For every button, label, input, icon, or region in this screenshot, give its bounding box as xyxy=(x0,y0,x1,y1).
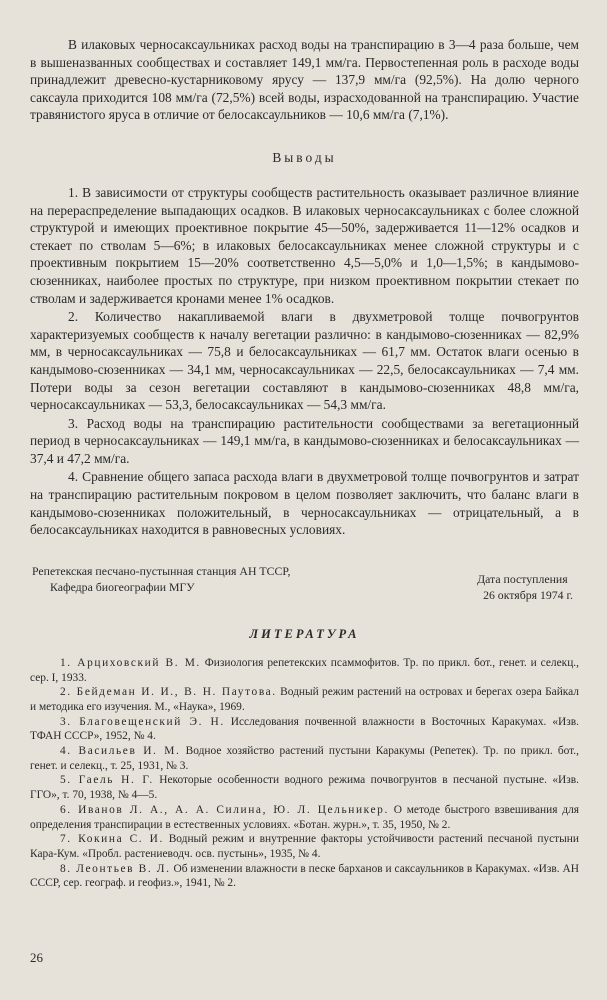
reference-text: Исследования почвенной влажности в Восточных Каракумах. «Изв. ТФАН СССР», 1952, № 4. xyxy=(30,715,579,743)
reference-text: Водный режим и внутренние факторы устойчивости растений песчаной пустыни Кара-Кум. «Пробл. растениеводч. осв. пустынь», 1935, № 4. xyxy=(30,833,579,860)
reference-item xyxy=(30,862,579,891)
received-label: Дата поступления xyxy=(477,571,568,586)
reference-author: 3. Благовещенский Э. Н. xyxy=(60,715,225,728)
references-list xyxy=(30,656,579,891)
reference-author: 4. Васильев И. М. xyxy=(60,745,181,758)
reference-author: 1. Арциховский В. М. xyxy=(60,656,201,669)
reference-author: 7. Кокина С. И. xyxy=(60,833,164,846)
conclusion-item: 1. В зависимости от структуры сообществ растительность оказывает различное влияние на перераспределение выпадающих осадков. В илаковых черносаксаульниках с более сложной структурой и имеющих проективное покрытие 45—50%, задерживается 11—12% осадков и стекает по стволам 5—6%; в илаковых белосаксаульниках менее сложной структуры и с проективным покрытием 15—20% соответственно 4,5—5,0% и 1,0—1,5%; в кандымово-сюзенниках, наиболее простых по структуре, при низком проективном покрытии стекает по стволам и задерживается кронами менее 1% осадков. xyxy=(30,184,579,306)
affiliation-line: Кафедра биогеографии МГУ xyxy=(50,579,195,594)
reference-item xyxy=(30,803,579,832)
reference-text: О методе быстрого взвешивания для определения транспирации в естественных условиях. «Ботан. журн.», т. 35, 1950, № 2. xyxy=(30,803,579,831)
conclusion-item: 4. Сравнение общего запаса расхода влаги в двухметровой толще почвогрунтов и затрат на транспирацию растительным покровом в целом позволяет заключить, что баланс влаги в кандымово-сюзенниках положительный, в черносаксаульниках — отрицательный, а в белосаксаульниках находится в равновесных условиях. xyxy=(30,469,579,538)
conclusions-heading: Выводы xyxy=(272,149,337,165)
reference-text: Физиология репетекских псаммофитов. Тр. по прикл. бот., генет. и селекц., сер. I, 1933. xyxy=(30,656,579,684)
reference-author: 8. Леонтьев В. Л. xyxy=(60,862,171,875)
literature-heading: ЛИТЕРАТУРА xyxy=(249,626,360,641)
conclusions-list xyxy=(30,184,579,539)
reference-text: Об изменении влажности в песке барханов и саксаульников в Каракумах. «Изв. АН СССР, сер. географ. и геофиз.», 1941, № 2. xyxy=(30,862,579,890)
article-footer xyxy=(30,563,579,603)
reference-item xyxy=(30,773,579,802)
reference-author: 5. Гаель Н. Г. xyxy=(60,774,154,787)
reference-author: 6. Иванов Л. А., А. А. Силина, Ю. Л. Цельникер. xyxy=(60,803,389,816)
reference-text: Водный режим растений на островах и берегах озера Байкал и методика его изучения. М., «Наука», 1969. xyxy=(30,686,579,713)
reference-item xyxy=(30,656,579,685)
reference-text: Некоторые особенности водного режима почвогрунтов в песчаной пустыне. «Изв. ГГО», т. 70, 1938, № 4—5. xyxy=(30,774,579,802)
received-date xyxy=(477,563,579,603)
reference-item xyxy=(30,685,579,714)
affiliation-line: Репетекская песчано-пустынная станция АН ТССР, xyxy=(32,563,291,578)
reference-text: Водное хозяйство растений пустыни Каракумы (Репетек). Тр. по прикл. бот., генет. и селекц., т. 25, 1931, № 3. xyxy=(30,745,580,772)
intro-paragraph: В илаковых черносаксаульниках расход воды на транспирацию в 3—4 раза больше, чем в вышеназванных сообществах и составляет 149,1 мм/га. Первостепенная роль в расходе воды принадлежит древесно-кустарниковому ярусу — 137,9 мм/га (92,5%). На долю черного саксаула приходится 108 мм/га (72,5%) всей воды, израсходованной на транспирацию. Участие травянистого яруса в отличие от белосаксаульников — 10,6 мм/га (7,1%). xyxy=(30,37,579,123)
received-value: 26 октября 1974 г. xyxy=(483,587,573,602)
conclusion-item: 2. Количество накапливаемой влаги в двухметровой толще почвогрунтов характеризуемых сообществ к началу вегетации различно: в кандымово-сюзенниках — 82,9% мм, в черносаксаульниках — 75,8 и белосаксаульниках — 61,7 мм. Остаток влаги осенью в кандымово-сюзенниках — 34,1 мм, черносаксаульниках — 22,5, белосаксаульниках — 7,4 мм. Потери воды за сезон вегетации составляют в кандымово-сюзенниках 48,8 мм/га, черносаксаульниках — 53,3, белосаксаульниках — 54,3 мм/га. xyxy=(30,309,579,413)
reference-item xyxy=(30,715,579,744)
page-number: 26 xyxy=(30,950,43,965)
reference-item xyxy=(30,832,579,861)
conclusion-item: 3. Расход воды на транспирацию растительности сообществами за вегетационный период в черносаксаульниках — 149,1 мм/га, в кандымово-сюзенниках и белосаксаульниках — 37,4 и 47,2 мм/га. xyxy=(30,415,579,466)
reference-item xyxy=(30,744,579,773)
reference-author: 2. Бейдеман И. И., В. Н. Паутова. xyxy=(60,686,277,699)
affiliation xyxy=(30,563,290,603)
